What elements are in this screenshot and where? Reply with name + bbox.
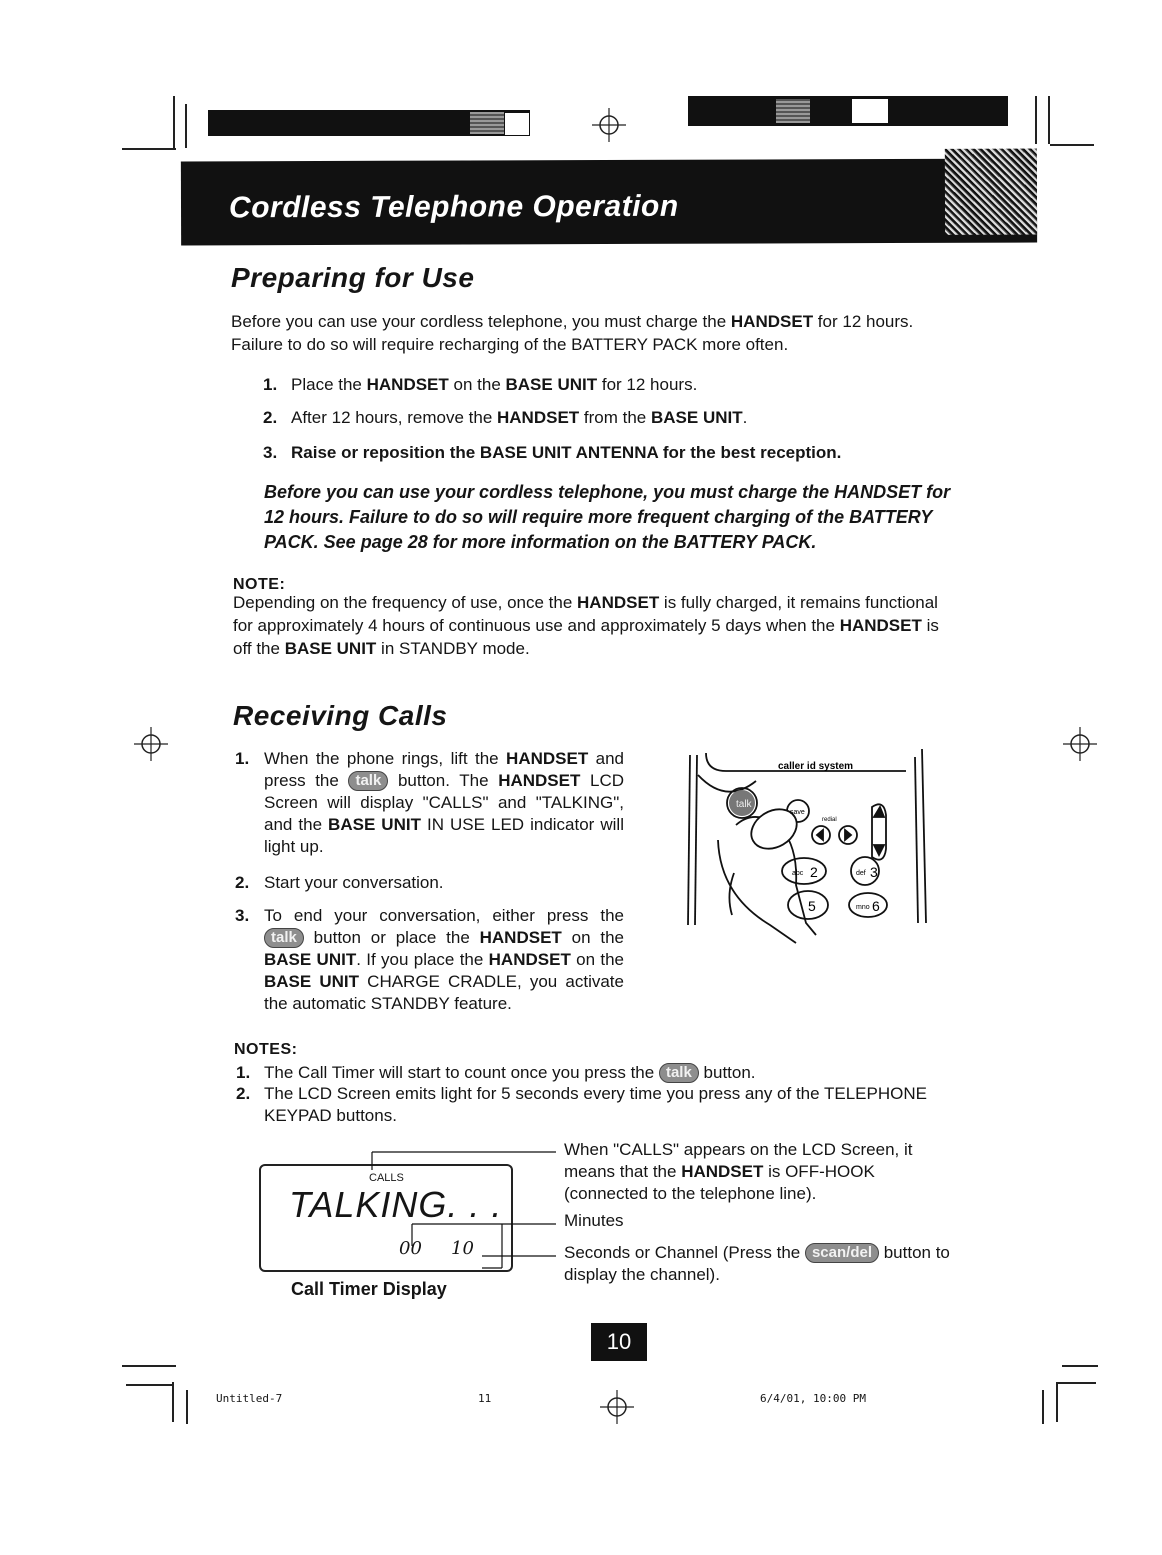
crop-mark bbox=[186, 1390, 188, 1424]
receiving-step: 1. When the phone rings, lift the HANDSET and press the talk button. The HANDSET LCD Screen will display "CALLS" and "TALKING", and the BASE UNIT IN USE LED indicator will light up. bbox=[235, 749, 625, 856]
receiving-step: 2. Start your conversation. bbox=[235, 873, 444, 892]
illustration-redial-label: redial bbox=[822, 817, 837, 823]
handset-keypad-illustration bbox=[686, 745, 932, 960]
receiving-note: 2. The LCD Screen emits light for 5 seconds every time you press any of the TELEPHONE KEYPAD buttons. bbox=[236, 1084, 927, 1125]
crop-mark bbox=[1048, 96, 1050, 144]
section-title-receiving: Receiving Calls bbox=[233, 700, 448, 731]
page-title: Cordless Telephone Operation bbox=[228, 189, 679, 225]
illustration-talk-key: talk bbox=[736, 799, 752, 810]
preparing-step: 3. Raise or reposition the BASE UNIT ANTENNA for the best reception. bbox=[263, 443, 842, 462]
crop-mark bbox=[1050, 144, 1094, 146]
crop-mark bbox=[1056, 1382, 1058, 1422]
header-texture bbox=[945, 149, 1037, 235]
callout-minutes: Minutes bbox=[564, 1211, 624, 1230]
registration-mark-icon bbox=[1063, 727, 1097, 761]
callout-offhook: When "CALLS" appears on the LCD Screen, it means that the HANDSET is OFF-HOOK (connected to the telephone line). bbox=[564, 1140, 913, 1203]
crop-mark bbox=[1035, 96, 1037, 144]
color-bar-left bbox=[208, 110, 530, 136]
lcd-minutes: 00 bbox=[399, 1238, 422, 1259]
page-number: 10 bbox=[591, 1323, 647, 1361]
section-title-preparing: Preparing for Use bbox=[231, 262, 475, 293]
talk-button: talk bbox=[348, 771, 388, 791]
illustration-caption: caller id system bbox=[778, 761, 854, 772]
crop-mark bbox=[1042, 1390, 1044, 1424]
talk-button: talk bbox=[659, 1063, 699, 1083]
registration-mark-icon bbox=[600, 1390, 634, 1424]
registration-mark-icon bbox=[134, 727, 168, 761]
crop-mark bbox=[172, 1382, 174, 1422]
talk-button: talk bbox=[264, 928, 304, 948]
receiving-step: 3. To end your conversation, either press the talk button or place the HANDSET on the BASE UNIT. If you place the HANDSET on the BASE UNIT CHARGE CRADLE, you activate the automatic STANDBY feature. bbox=[235, 906, 624, 1013]
crop-mark bbox=[126, 1384, 172, 1386]
crop-mark bbox=[122, 148, 176, 150]
illustration-abc-label: abc bbox=[792, 870, 804, 877]
preparing-step: 2. After 12 hours, remove the HANDSET from the BASE UNIT. bbox=[263, 408, 748, 427]
note-label: NOTE: bbox=[233, 576, 286, 593]
lcd-caption: Call Timer Display bbox=[291, 1279, 447, 1299]
illustration-def-label: def bbox=[856, 870, 866, 877]
crop-mark bbox=[1062, 1365, 1098, 1367]
crop-mark bbox=[122, 1365, 176, 1367]
crop-mark bbox=[173, 96, 175, 148]
notes-label: NOTES: bbox=[234, 1041, 298, 1058]
callout-seconds: Seconds or Channel (Press the scan/del button to display the channel). bbox=[564, 1243, 950, 1284]
section-header bbox=[181, 159, 1037, 246]
illustration-key-3: 3 bbox=[870, 864, 878, 880]
registration-mark-icon bbox=[592, 108, 626, 142]
illustration-key-6: 6 bbox=[872, 898, 880, 914]
lcd-seconds: 10 bbox=[451, 1238, 474, 1259]
footer-timestamp: 6/4/01, 10:00 PM bbox=[760, 1392, 866, 1405]
preparing-intro: Before you can use your cordless telephone, you must charge the HANDSET for 12 hours. Failure to do so will require recharging of the BATTERY PACK more often. bbox=[231, 312, 914, 354]
footer-filename: Untitled-7 bbox=[216, 1392, 283, 1405]
lcd-talking-text: TALKING. . . bbox=[289, 1184, 503, 1225]
crop-mark bbox=[185, 104, 187, 148]
note-text: Depending on the frequency of use, once the HANDSET is fully charged, it remains functional for approximately 4 hours of continuous use and approximately 5 days when the HANDSET is off the BASE UNIT in STANDBY mode. bbox=[233, 593, 939, 658]
illustration-save-key: save bbox=[790, 809, 805, 816]
scan-del-button: scan/del bbox=[805, 1243, 879, 1263]
illustration-mno-label: mno bbox=[856, 904, 870, 911]
footer-page: 11 bbox=[478, 1392, 492, 1405]
preparing-step: 1. Place the HANDSET on the BASE UNIT for 12 hours. bbox=[263, 375, 698, 394]
lcd-calls-label: CALLS bbox=[369, 1172, 404, 1184]
illustration-key-2: 2 bbox=[810, 864, 818, 880]
callout-lines bbox=[360, 1140, 560, 1280]
illustration-key-5: 5 bbox=[808, 898, 816, 914]
receiving-note: 1. The Call Timer will start to count once you press the talk button. bbox=[236, 1063, 756, 1082]
color-bar-right bbox=[688, 96, 1008, 126]
charging-warning: Before you can use your cordless telephone, you must charge the HANDSET for 12 hours. Failure to do so will require more frequent charging of the BATTERY PACK. See page 28 for more information on the BATTERY PACK. bbox=[264, 482, 951, 552]
crop-mark bbox=[1056, 1382, 1096, 1384]
